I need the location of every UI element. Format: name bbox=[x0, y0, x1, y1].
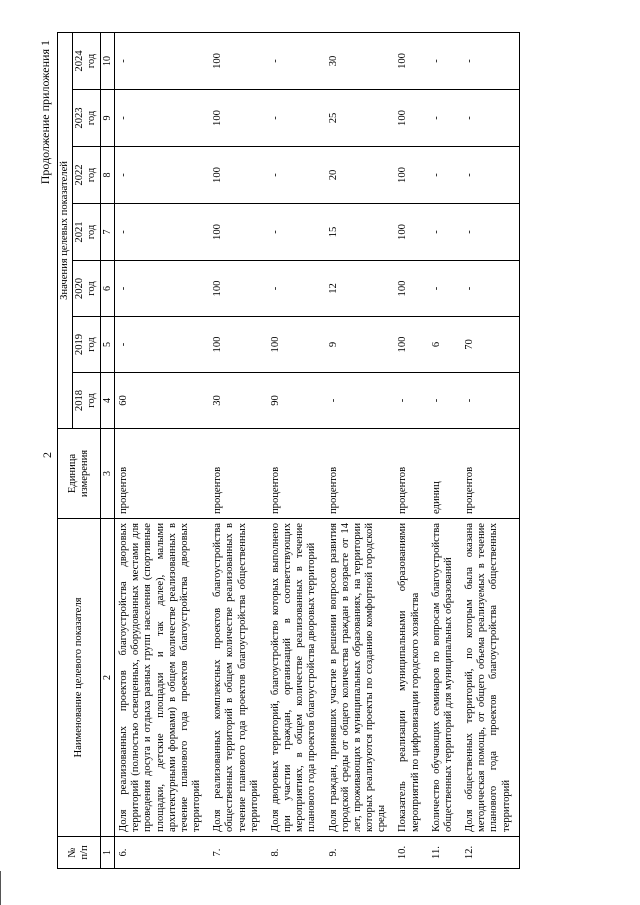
value-2022: 100 bbox=[394, 147, 427, 204]
value-2024: - bbox=[115, 32, 210, 89]
table-row bbox=[325, 32, 395, 868]
indicator-name: Доля реализованных проектов благоустройства дворовых территорий (полностью освещенных, оборудованных местами для проведения досуга и отдыха разных групп населения (спортивные площадки, детские площадки и так далее), малыми архитектурными формами) в общем количестве реализованных в течение планового года проектов благоустройства дворовых территорий bbox=[115, 519, 210, 837]
indicator-name: Доля граждан, принявших участие в решении вопросов развития городской среды от общего количества граждан в возрасте от 14 лет, проживающих в муниципальных образованиях, на территории которых реализуются проекты по созданию комфортной городской среды bbox=[325, 519, 395, 837]
value-2021: 100 bbox=[209, 204, 267, 261]
value-2020: 100 bbox=[209, 261, 267, 317]
row-number: 7. bbox=[209, 837, 267, 869]
value-2023: 100 bbox=[394, 90, 427, 147]
row-number: 10. bbox=[394, 837, 427, 869]
header-year: 2021 год bbox=[73, 204, 100, 261]
header-unit: Единица измерения bbox=[58, 429, 101, 519]
value-2020: - bbox=[428, 261, 461, 317]
indicator-name: Показатель реализации муниципальными образованиями мероприятий по цифровизации городского хозяйства bbox=[394, 519, 427, 837]
header-year: 2023 год bbox=[73, 90, 100, 147]
value-2021: 100 bbox=[394, 204, 427, 261]
table-row bbox=[394, 32, 427, 868]
row-number: 11. bbox=[428, 837, 461, 869]
value-2023: 100 bbox=[209, 90, 267, 147]
value-2020: 100 bbox=[394, 261, 427, 317]
value-2022: - bbox=[267, 147, 325, 204]
unit-of-measure: процентов bbox=[325, 429, 395, 519]
header-row-top bbox=[58, 32, 73, 868]
page-number: 2 bbox=[40, 452, 54, 458]
value-2023: - bbox=[115, 90, 210, 147]
column-index: 10 bbox=[100, 32, 115, 89]
table-row bbox=[115, 32, 210, 868]
value-2020: - bbox=[461, 261, 519, 317]
value-2018: - bbox=[428, 373, 461, 429]
value-2019: - bbox=[115, 317, 210, 373]
value-2019: 100 bbox=[394, 317, 427, 373]
indicator-name: Доля реализованных комплексных проектов благоустройства общественных территорий в общем количестве реализованных в течение планового года проектов благоустройства общественных территорий bbox=[209, 519, 267, 837]
indicator-name: Доля дворовых территорий, благоустройство которых выполнено при участии граждан, организаций в соответствующих мероприятиях, в общем количестве реализованных в течение планового года проектов благоустройства дворовых территорий bbox=[267, 519, 325, 837]
column-index: 2 bbox=[100, 519, 115, 837]
value-2022: - bbox=[428, 147, 461, 204]
value-2024: - bbox=[461, 32, 519, 89]
header-year: 2022 год bbox=[73, 147, 100, 204]
value-2021: - bbox=[461, 204, 519, 261]
value-2023: - bbox=[267, 90, 325, 147]
value-2024: - bbox=[428, 32, 461, 89]
row-number: 12. bbox=[461, 837, 519, 869]
header-year: 2018 год bbox=[73, 373, 100, 429]
value-2023: 25 bbox=[325, 90, 395, 147]
column-index: 4 bbox=[100, 373, 115, 429]
value-2021: - bbox=[428, 204, 461, 261]
value-2019: 100 bbox=[267, 317, 325, 373]
table-row bbox=[267, 32, 325, 868]
value-2018: 90 bbox=[267, 373, 325, 429]
value-2021: - bbox=[267, 204, 325, 261]
value-2024: 30 bbox=[325, 32, 395, 89]
row-number: 6. bbox=[115, 837, 210, 869]
unit-of-measure: процентов bbox=[394, 429, 427, 519]
column-index: 9 bbox=[100, 90, 115, 147]
column-index-row bbox=[100, 32, 115, 868]
value-2024: 100 bbox=[394, 32, 427, 89]
value-2018: 30 bbox=[209, 373, 267, 429]
value-2020: - bbox=[267, 261, 325, 317]
column-index: 3 bbox=[100, 429, 115, 519]
header-year: 2020 год bbox=[73, 261, 100, 317]
indicator-name: Доля общественных территорий, по которым была оказана методическая помощь, от общего объема реализуемых в течение планового года проектов благоустройства общественных территорий bbox=[461, 519, 519, 837]
value-2018: - bbox=[461, 373, 519, 429]
header-values-group: Значения целевых показателей bbox=[58, 32, 73, 428]
value-2022: 20 bbox=[325, 147, 395, 204]
table-row bbox=[209, 32, 267, 868]
unit-of-measure: единиц bbox=[428, 429, 461, 519]
value-2018: 60 bbox=[115, 373, 210, 429]
unit-of-measure: процентов bbox=[115, 429, 210, 519]
header-num: № п/п bbox=[58, 837, 101, 869]
value-2020: - bbox=[115, 261, 210, 317]
value-2018: - bbox=[394, 373, 427, 429]
column-index: 8 bbox=[100, 147, 115, 204]
scan-corner-mark bbox=[0, 871, 1, 905]
value-2024: - bbox=[267, 32, 325, 89]
value-2022: - bbox=[461, 147, 519, 204]
header-year: 2019 год bbox=[73, 317, 100, 373]
table-body bbox=[115, 32, 520, 868]
row-number: 9. bbox=[325, 837, 395, 869]
unit-of-measure: процентов bbox=[267, 429, 325, 519]
column-index: 7 bbox=[100, 204, 115, 261]
value-2021: - bbox=[115, 204, 210, 261]
value-2024: 100 bbox=[209, 32, 267, 89]
column-index: 6 bbox=[100, 261, 115, 317]
value-2022: - bbox=[115, 147, 210, 204]
column-index: 5 bbox=[100, 317, 115, 373]
value-2019: 9 bbox=[325, 317, 395, 373]
continuation-caption: Продолжение приложения 1 bbox=[38, 40, 52, 185]
value-2021: 15 bbox=[325, 204, 395, 261]
value-2019: 70 bbox=[461, 317, 519, 373]
target-indicators-table bbox=[57, 32, 520, 869]
header-name: Наименование целевого показателя bbox=[58, 519, 101, 837]
value-2022: 100 bbox=[209, 147, 267, 204]
value-2020: 12 bbox=[325, 261, 395, 317]
value-2018: - bbox=[325, 373, 395, 429]
value-2019: 6 bbox=[428, 317, 461, 373]
row-number: 8. bbox=[267, 837, 325, 869]
value-2023: - bbox=[461, 90, 519, 147]
header-year: 2024 год bbox=[73, 32, 100, 89]
table-row bbox=[428, 32, 461, 868]
unit-of-measure: процентов bbox=[209, 429, 267, 519]
column-index: 1 bbox=[100, 837, 115, 869]
value-2023: - bbox=[428, 90, 461, 147]
indicator-name: Количество обучающих семинаров по вопросам благоустройства общественных территорий для муниципальных образований bbox=[428, 519, 461, 837]
value-2019: 100 bbox=[209, 317, 267, 373]
unit-of-measure: процентов bbox=[461, 429, 519, 519]
table-row bbox=[461, 32, 519, 868]
